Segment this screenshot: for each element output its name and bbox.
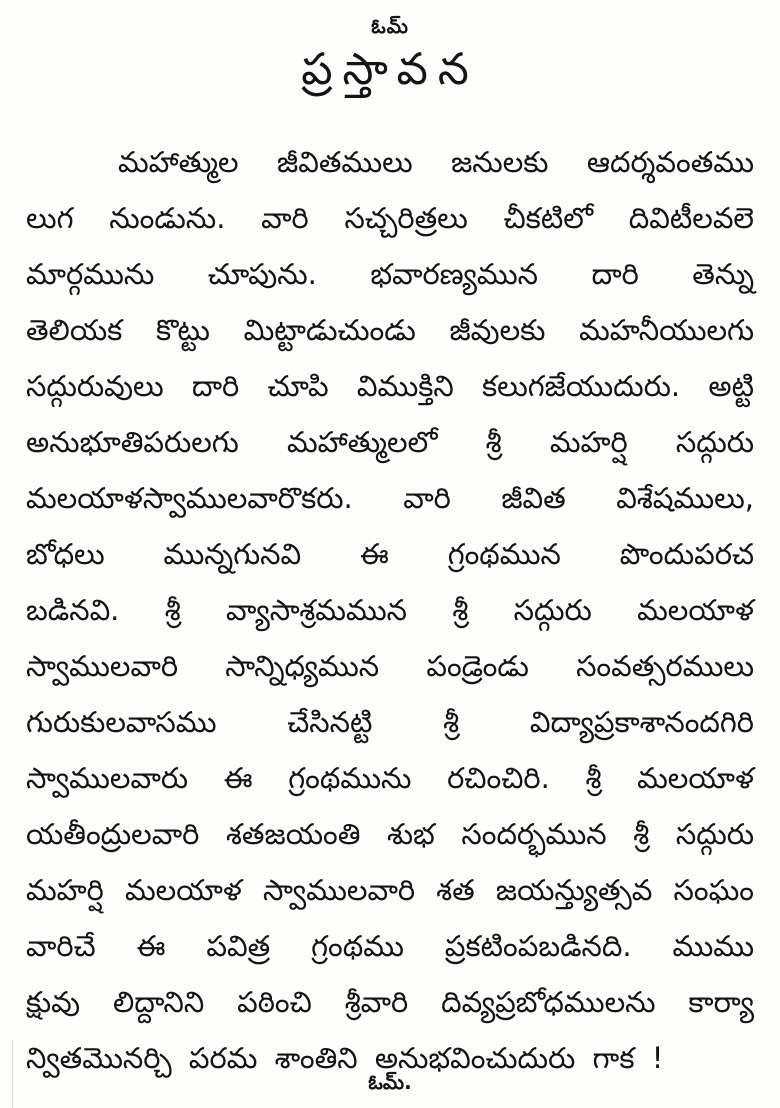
text-line: గురుకులవాసము చేసినట్టి శ్రీ విద్యాప్రకాశానందగిరి <box>26 705 754 739</box>
text-line: న్వితమొనర్చి పరమ శాంతిని అనుభవించుదురు గాక ! <box>26 1041 664 1075</box>
text-line: బోధలు మున్నగునవి ఈ గ్రంథమున పొందుపరచ <box>26 537 754 571</box>
text-line: స్వాములవారు ఈ గ్రంథమును రచించిరి. శ్రీ మలయాళ <box>26 761 754 795</box>
text-line: వారిచే ఈ పవిత్ర గ్రంథము ప్రకటింపబడినది. ముము <box>26 929 754 963</box>
text-line: యతీంద్రులవారి శతజయంతి శుభ సందర్భమున శ్రీ సద్గురు <box>26 817 754 851</box>
om-invocation-top: ఓమ్ <box>371 14 409 38</box>
text-line: స్వాములవారి సాన్నిధ్యమున పండ్రెండు సంవత్సరములు <box>26 649 754 683</box>
text-line: అనుభూతిపరులగు మహాత్ములలో శ్రీ మహర్షి సద్గురు <box>26 425 754 459</box>
text-line: మలయాళస్వాములవారొకరు. వారి జీవిత విశేషములు, <box>26 481 754 515</box>
text-line: క్షువు లిద్దానిని పఠించి శ్రీవారి దివ్యప్రబోధములను కార్యా <box>26 985 754 1019</box>
text-line: మహాత్ముల జీవితములు జనులకు ఆదర్శవంతము <box>118 145 754 179</box>
text-line: మార్గమును చూపును. భవారణ్యమున దారి తెన్ను <box>26 257 754 291</box>
text-line: సద్గురువులు దారి చూపి విముక్తిని కలుగజేయుదురు. అట్టి <box>26 369 754 403</box>
om-invocation-bottom: ఓమ్. <box>368 1070 412 1094</box>
text-line: లుగ నుండును. వారి సచ్చరిత్రలు చీకటిలో దివిటీలవలె <box>26 201 754 235</box>
page-title: ప్రస్తావన <box>301 44 479 95</box>
text-line: తెలియక కొట్టు మిట్టాడుచుండు జీవులకు మహనీయులగు <box>26 313 754 347</box>
text-line: మహర్షి మలయాళ స్వాములవారి శత జయన్త్యుత్సవ సంఘం <box>26 873 754 907</box>
text-line: బడినవి. శ్రీ వ్యాసాశ్రమమున శ్రీ సద్గురు మలయాళ <box>26 593 754 627</box>
